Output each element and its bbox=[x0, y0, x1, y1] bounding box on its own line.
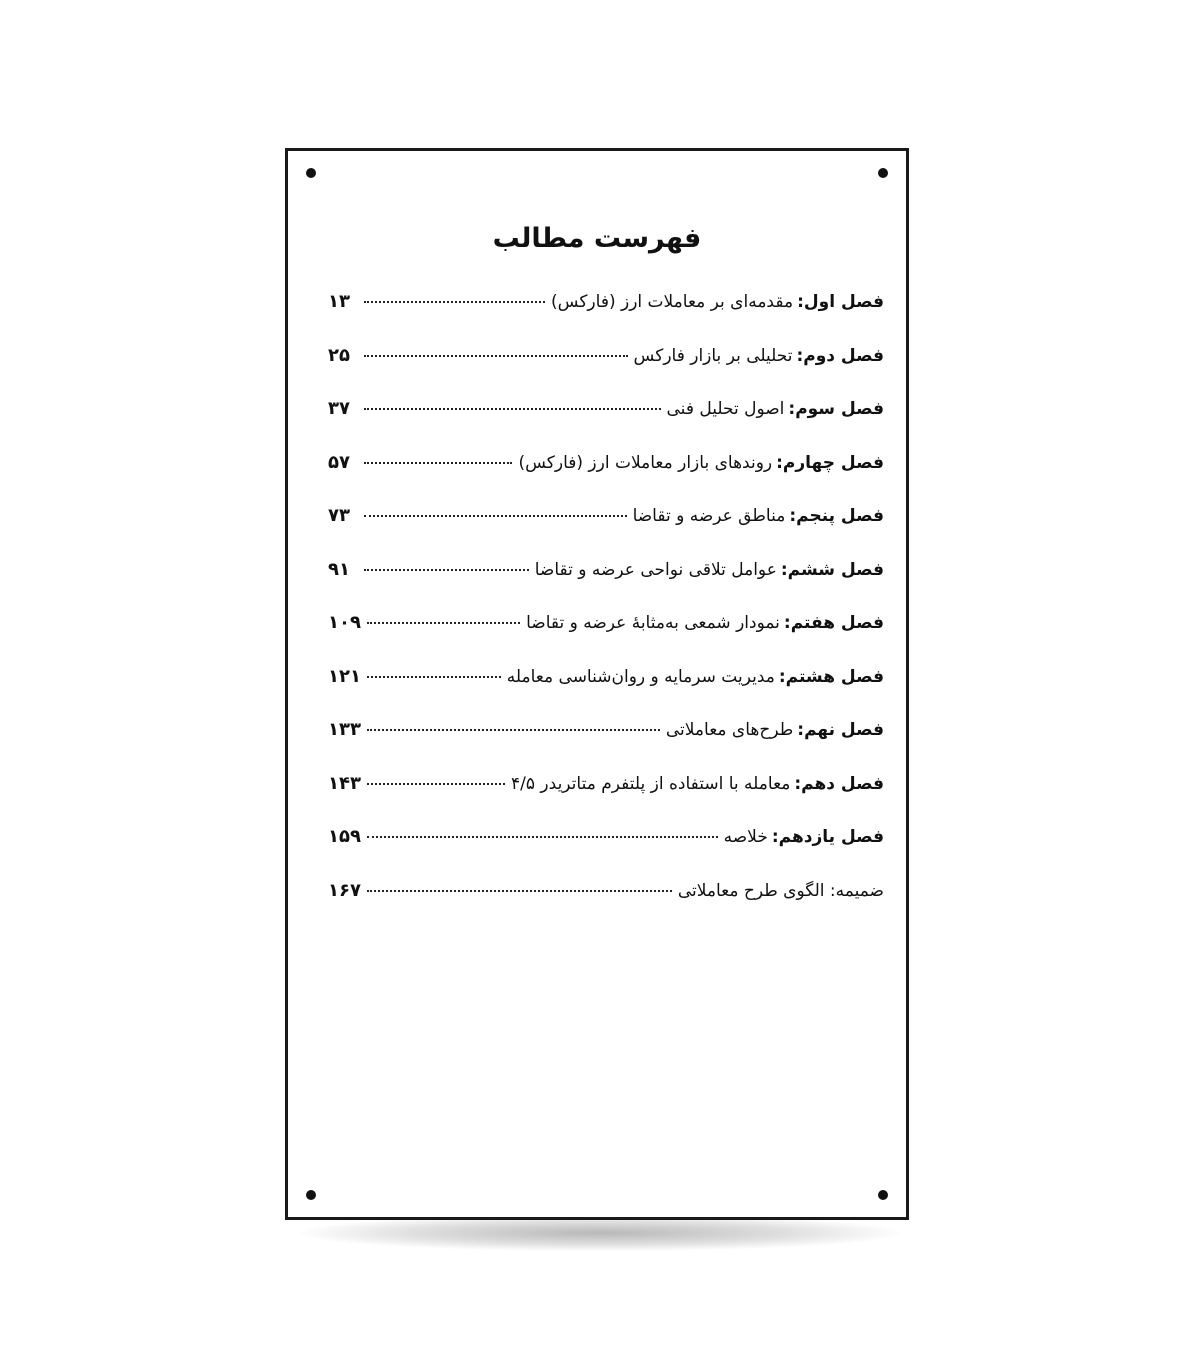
toc-entry bbox=[328, 826, 884, 880]
toc-entry bbox=[328, 452, 884, 506]
toc-dot-leader bbox=[367, 783, 505, 785]
corner-dot-top-right bbox=[878, 168, 888, 178]
toc-dot-leader bbox=[367, 836, 718, 838]
corner-dot-top-left bbox=[306, 168, 316, 178]
toc-dot-leader bbox=[364, 355, 628, 357]
toc-entry-page-number: ۵۷ bbox=[328, 451, 350, 473]
toc-entry bbox=[328, 505, 884, 559]
toc-entry-label: فصل پنجم: bbox=[789, 506, 884, 526]
toc-entry-page-number: ۱۳ bbox=[328, 291, 350, 312]
toc-dot-leader bbox=[364, 515, 627, 517]
toc-entry bbox=[328, 345, 884, 399]
toc-dot-leader bbox=[364, 462, 512, 464]
toc-list bbox=[328, 291, 884, 933]
toc-entry-page-number: ۹۱ bbox=[328, 558, 350, 580]
toc-entry-title: مناطق عرضه و تقاضا bbox=[632, 506, 786, 526]
toc-entry-label: فصل دهم: bbox=[794, 773, 884, 794]
toc-entry bbox=[328, 291, 884, 345]
toc-entry-title: عوامل تلاقی نواحی عرضه و تقاضا bbox=[534, 559, 777, 580]
toc-dot-leader bbox=[367, 676, 501, 678]
toc-entry-title: ضمیمه: الگوی طرح معاملاتی bbox=[677, 880, 884, 901]
toc-title: فهرست مطالب bbox=[492, 223, 702, 254]
toc-entry-label: فصل نهم: bbox=[797, 720, 884, 740]
toc-entry-page-number: ۱۲۱ bbox=[328, 665, 361, 687]
toc-dot-leader bbox=[364, 301, 545, 303]
toc-entry-page-number: ۷۳ bbox=[328, 505, 350, 526]
toc-entry bbox=[328, 612, 884, 666]
toc-entry-page-number: ۱۰۹ bbox=[328, 612, 361, 633]
toc-dot-leader bbox=[364, 408, 661, 410]
toc-dot-leader bbox=[364, 569, 529, 571]
toc-entry-label: فصل چهارم: bbox=[776, 452, 884, 473]
toc-entry bbox=[328, 880, 884, 934]
toc-dot-leader bbox=[367, 622, 520, 624]
toc-entry-title: خلاصه bbox=[723, 827, 768, 847]
toc-entry bbox=[328, 398, 884, 452]
toc-entry-page-number: ۲۵ bbox=[328, 344, 350, 366]
corner-dot-bottom-left bbox=[306, 1190, 316, 1200]
toc-entry-page-number: ۱۴۳ bbox=[328, 772, 361, 794]
toc-entry bbox=[328, 559, 884, 613]
toc-entry-title: تحلیلی بر بازار فارکس bbox=[633, 345, 793, 366]
toc-entry-label: فصل سوم: bbox=[788, 399, 884, 419]
toc-entry bbox=[328, 666, 884, 720]
toc-entry-page-number: ۱۵۹ bbox=[328, 826, 361, 847]
toc-dot-leader bbox=[367, 890, 672, 892]
toc-entry-title: نمودار شمعی به‌مثابهٔ عرضه و تقاضا bbox=[526, 613, 780, 633]
book-page bbox=[285, 148, 909, 1220]
toc-entry-title: مدیریت سرمایه و روان‌شناسی معامله bbox=[506, 666, 775, 687]
toc-entry-label: فصل دوم: bbox=[796, 345, 884, 366]
toc-entry-title: طرح‌های معاملاتی bbox=[665, 720, 794, 740]
toc-entry-page-number: ۳۷ bbox=[328, 398, 350, 419]
toc-entry-title: روندهای بازار معاملات ارز (فارکس) bbox=[518, 452, 773, 473]
toc-entry-title: مقدمه‌ای بر معاملات ارز (فارکس) bbox=[551, 292, 794, 312]
toc-entry bbox=[328, 719, 884, 773]
page-shadow bbox=[300, 1215, 900, 1251]
toc-entry-title: معامله با استفاده از پلتفرم متاتریدر ۴/۵ bbox=[511, 773, 791, 794]
toc-entry-label: فصل هفتم: bbox=[783, 613, 884, 633]
toc-entry-label: فصل ششم: bbox=[780, 559, 884, 580]
toc-entry-title: اصول تحلیل فنی bbox=[666, 399, 785, 419]
corner-dot-bottom-right bbox=[878, 1190, 888, 1200]
toc-entry-label: فصل یازدهم: bbox=[771, 827, 884, 847]
toc-entry-label: فصل اول: bbox=[797, 292, 884, 312]
toc-dot-leader bbox=[367, 729, 660, 731]
toc-entry bbox=[328, 773, 884, 827]
toc-entry-page-number: ۱۶۷ bbox=[328, 879, 361, 901]
toc-entry-page-number: ۱۳۳ bbox=[328, 719, 361, 740]
toc-entry-label: فصل هشتم: bbox=[778, 666, 884, 687]
